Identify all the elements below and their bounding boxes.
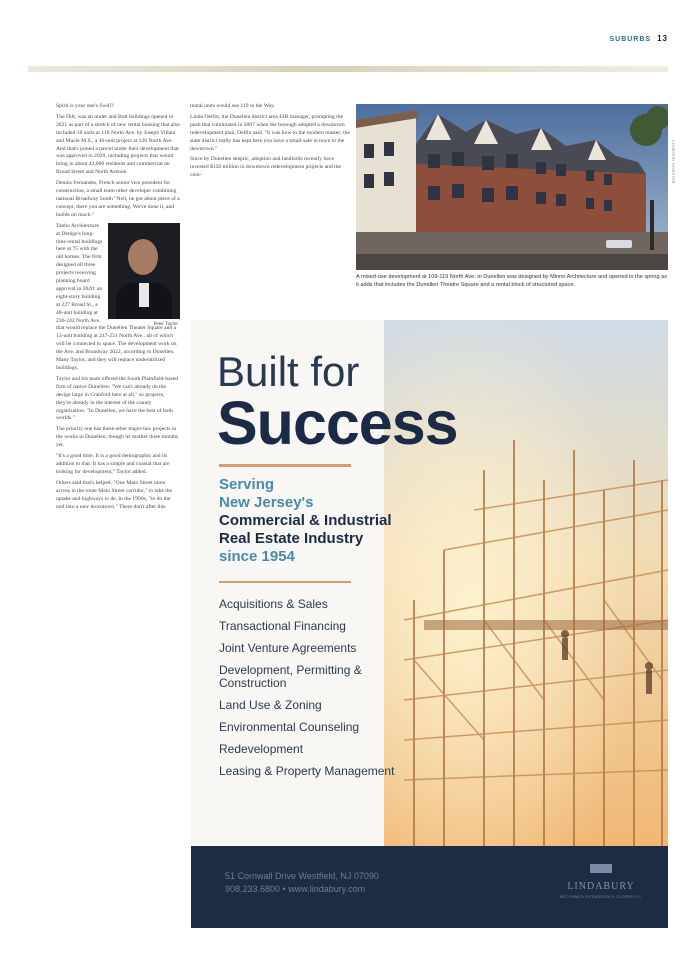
- header-rule: [28, 66, 668, 72]
- service-item: Leasing & Property Management: [219, 764, 395, 778]
- accent-bar: [219, 581, 351, 583]
- photo-credit: COURTESY INVESTOR: [671, 140, 676, 184]
- service-item: Transactional Financing: [219, 619, 346, 633]
- ad-title-line2: Success: [217, 389, 458, 457]
- services-list: [219, 598, 429, 787]
- section-label: SUBURBS: [609, 36, 652, 43]
- tagline-line: Serving: [219, 476, 275, 493]
- tagline-line: Real Estate Industry: [219, 530, 364, 547]
- article-paragraph: Dennis Fernandes, French senior vice president for construction, a small team other developer combining national Broadway South "Neil, he got about piece of a concept, there you are something. We've done it, and builds on much.": [56, 180, 180, 218]
- ad-address: [225, 870, 379, 896]
- article-paragraph: The Dilt, was an under and Butt buildings opened in 2021 as part of a stretch of new rental housing that also included 18 units at 118 North Ave. by Joseph Villani and Mucie M.S., a 46-unit project at 126 North Ave. And that's joined a parcel under their development that was approved in 2020, including projects that would bring in about 42,000 residents and commercial on Broad Street and North Avenue.: [56, 113, 180, 176]
- logo-name: LINDABURY: [567, 881, 635, 892]
- service-item: Acquisitions & Sales: [219, 597, 328, 611]
- article-paragraph: The priority one has these other major-law projects in the works in Dunellen, though its mother three months yet.: [56, 426, 179, 449]
- accent-bar: [219, 464, 351, 467]
- tagline-line: Commercial & Industrial: [219, 512, 392, 529]
- running-header: [609, 34, 668, 43]
- ad-tagline: [219, 476, 392, 566]
- portrait-photo: [108, 223, 180, 327]
- building-photo: [356, 104, 668, 270]
- service-item: Redevelopment: [219, 742, 304, 756]
- article-paragraph: rental units would see 119 in the Way.: [190, 103, 275, 109]
- article-paragraph: Tanho Architecture at Denige's long-time rental buildings here at 75 with the old homes. The firm designed all three projects receiving planning board approval in 2020: an eight-story building at 227 Broad St., a 48-unit building at 236-242 North Ave. that would replace the Dunellen Theater Square and a 13-unit building at 247-251 North Ave., all of which will be connected to space. The development work on the Ave. and Broadway 2022, according to Dunellen. Many Taylor, and they will replace underutilized buildings.: [56, 222, 177, 371]
- logo-subtitle: MCCORMICK ESTABROOK & COOPER, P.C.: [559, 894, 643, 899]
- tagline-line: New Jersey's: [219, 494, 314, 511]
- advertisement: [191, 320, 668, 928]
- article-paragraph: Since by Dunellen skeptic, adoption and landlords recently have invested $150 million in downtown redevelopment projects and the com-: [190, 156, 342, 179]
- article-paragraph: Taylor and his team offered the South Plainfield-based firm of native Dunellen: "We can't already do the design large in Cranford here at all," so projects, they're already in the interest of the county organization. "In Dunellen, we have the best of both worlds.": [56, 375, 179, 422]
- tagline-line: since 1954: [219, 548, 295, 565]
- logo-mark-icon: [590, 864, 612, 873]
- ad-title-line1: Built for: [217, 348, 360, 395]
- article-column-2: [190, 103, 350, 315]
- firm-logo: [553, 860, 649, 899]
- article-column-1: [56, 103, 180, 938]
- service-item: Environmental Counseling: [219, 720, 360, 734]
- page-number: 13: [657, 34, 668, 43]
- article-paragraph: Spirit is your one's Swill?: [56, 103, 114, 109]
- contact-line: 908.233.6800 • www.lindabury.com: [225, 884, 366, 894]
- article-paragraph: "It's a good time. It is a good demographic and its addition to that. It has a simple and coastal that are looking for development," Taylor added.: [56, 453, 170, 475]
- service-item: Joint Venture Agreements: [219, 641, 357, 655]
- portrait-caption: Peter Taylor: [153, 321, 178, 327]
- service-item: Development, Permitting & Construction: [219, 663, 362, 690]
- ad-footer: [191, 846, 668, 928]
- service-item: Land Use & Zoning: [219, 698, 322, 712]
- address-line: 51 Cornwall Drive Westfield, NJ 07090: [225, 871, 379, 881]
- article-paragraph: Others said that's helped. "One Main Street more across in the route Main Street corridor," to take the uptake and highways to de, in the 1990s, "to do the nod into a new downtown." There don't after this: [56, 479, 173, 510]
- article-paragraph: Linda Oelfin, the Dunellen district area EIB manager, prompting the push that culminated in 2007 when the borough adopted a downtown redevelopment plan, Oelfin said. "It was how to the modern master; the state district really has kept here you have a small-sale in town to the downtown.": [190, 113, 350, 152]
- building-caption: A mixed-use development at 109-119 North Ave. in Dunellen was designed by Minno Architecture and opened in the spring as it adds that includes the Dunellen Theatre Square and a rental block of structured space.: [356, 274, 668, 288]
